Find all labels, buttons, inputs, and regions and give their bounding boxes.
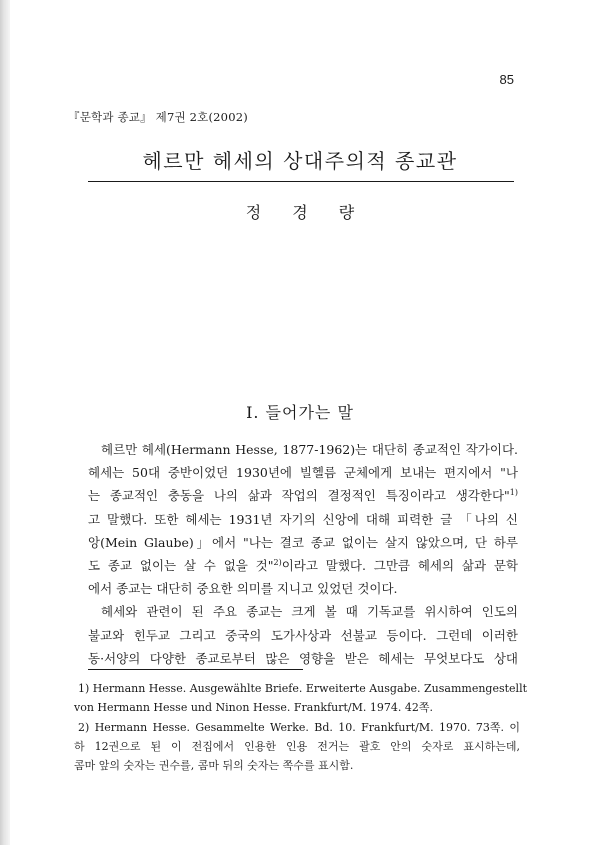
author-name: 정 경 량 [245,203,355,222]
footnote-ref: 1) [509,488,518,498]
body-line: 동·서양의 다양한 종교로부터 많은 영향을 받은 헤세는 무엇보다도 상대 [88,650,518,666]
journal-citation: 『문학과 종교』 제7권 2호(2002) [68,110,248,124]
body-line: 도 종교 없이는 살 수 없을 것"$^{2)}$이라고 말했다. 그만큼 헤세의 삶과 문학 [88,557,518,573]
body-text [88,438,518,670]
footnotes [74,679,528,775]
footnote-rule [88,669,303,670]
paper-title: 헤르만 헤세의 상대주의적 종교관 [142,149,458,173]
body-line: 고 말했다. 또한 헤세는 1931년 자기의 신앙에 대해 피력한 글 「나의 신 [88,511,518,527]
body-line: 헤세와 관련이 된 주요 종교는 크게 볼 때 기독교를 위시하여 인도의 [101,604,518,620]
footnote-line: 콤마 앞의 숫자는 권수를, 콤마 뒤의 숫자는 쪽수를 표시함. [74,759,354,773]
footnote-ref: 2) [273,557,282,567]
footnote-line: von Hermann Hesse und Ninon Hesse. Frankfurt/M. 1974. 42쪽. [74,701,433,715]
title-rule [88,181,514,182]
body-line: 헤세는 50대 중반이었던 1930년에 빌헬름 군체에게 보내는 편지에서 "나 [88,465,518,481]
footnote-line: 2) Hermann Hesse. Gesammelte Werke. Bd. 10. Frankfurt/M. 1970. 73쪽. 이 [78,720,521,734]
body-line: 불교와 힌두교 그리고 중국의 도가사상과 선불교 등이다. 그런데 이러한 [88,627,518,643]
page-number: 85 [499,72,514,87]
body-line: 에서 종교는 대단히 중요한 의미를 지니고 있었던 것이다. [88,581,398,597]
footnote-line: 1) Hermann Hesse. Ausgewählte Briefe. Erweiterte Ausgabe. Zusammengestellt [78,682,528,695]
body-line: 헤르만 헤세(Hermann Hesse, 1877-1962)는 대단히 종교적인 작가이다. [101,442,518,457]
body-line: 는 종교적인 충동을 나의 삶과 작업의 결정적인 특징이라고 생각한다"$^{1)}$ [88,488,518,504]
body-line: 앙(Mein Glaube)」에서 "나는 결코 종교 없이는 살지 않았으며, 단 하루 [88,534,518,550]
section-heading: Ⅰ. 들어가는 말 [246,403,354,422]
footnote-line: 하 12권으로 된 이 전집에서 인용한 인용 전거는 괄호 안의 숫자로 표시하는데, [74,739,520,753]
